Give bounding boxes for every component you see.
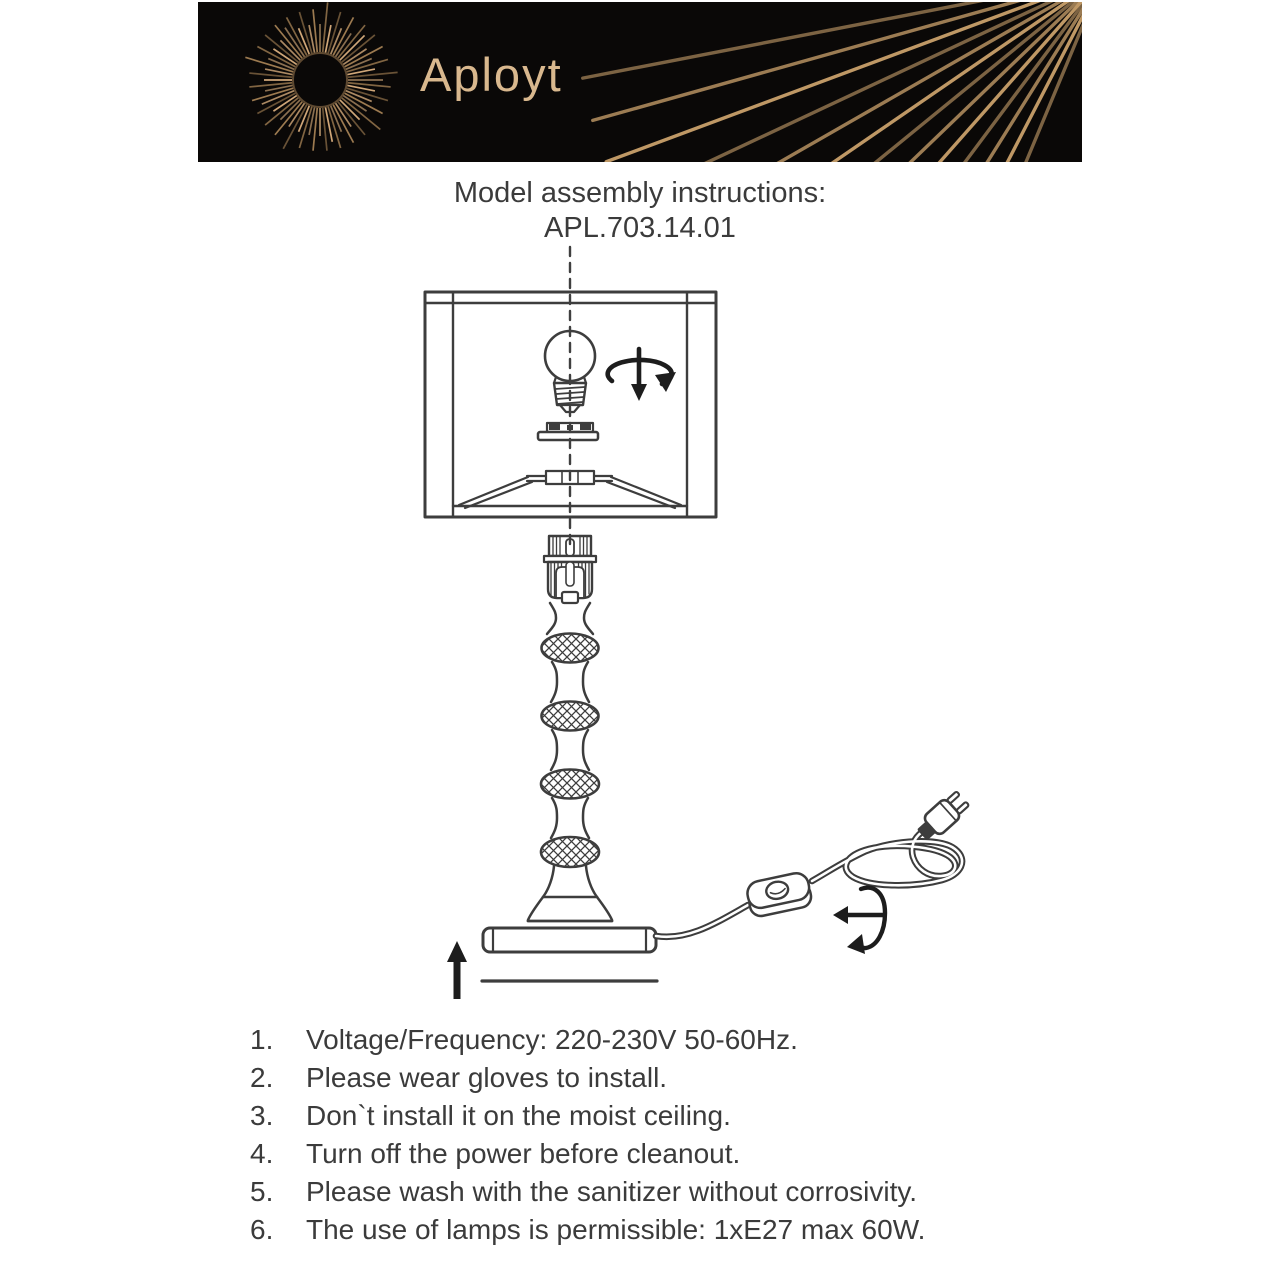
- item-number: 1.: [250, 1024, 274, 1055]
- up-arrow-icon: [447, 941, 467, 999]
- item-text: Voltage/Frequency: 220-230V 50-60Hz.: [306, 1024, 798, 1055]
- instruction-item: [250, 1173, 1110, 1211]
- item-number: 2.: [250, 1062, 274, 1093]
- instruction-item: [250, 1059, 1110, 1097]
- model-number: APL.703.14.01: [544, 212, 736, 244]
- brand-name: Aployt: [420, 48, 563, 101]
- bulb-holder-ring: [538, 423, 598, 440]
- instruction-item: [250, 1097, 1110, 1135]
- instruction-item: [250, 1211, 1110, 1249]
- item-number: 6.: [250, 1214, 274, 1245]
- item-text: Don`t install it on the moist ceiling.: [306, 1100, 731, 1131]
- instruction-item: [250, 1021, 1110, 1059]
- lamp-base: [483, 928, 656, 952]
- item-number: 4.: [250, 1138, 274, 1169]
- inline-switch: [745, 871, 813, 918]
- item-text: Turn off the power before cleanout.: [306, 1138, 741, 1169]
- item-text: The use of lamps is permissible: 1xE27 max 60W.: [306, 1214, 926, 1245]
- rotate-plug-icon: [833, 888, 885, 954]
- stem-crystal-balls: [541, 634, 599, 868]
- item-text: Please wear gloves to install.: [306, 1062, 668, 1093]
- instructions-list: [250, 1021, 1110, 1249]
- item-number: 3.: [250, 1100, 274, 1131]
- item-number: 5.: [250, 1176, 274, 1207]
- lamp-socket: [544, 536, 596, 603]
- item-text: Please wash with the sanitizer without corrosivity.: [306, 1176, 918, 1207]
- instruction-item: [250, 1135, 1110, 1173]
- page-title: Model assembly instructions:: [453, 177, 827, 209]
